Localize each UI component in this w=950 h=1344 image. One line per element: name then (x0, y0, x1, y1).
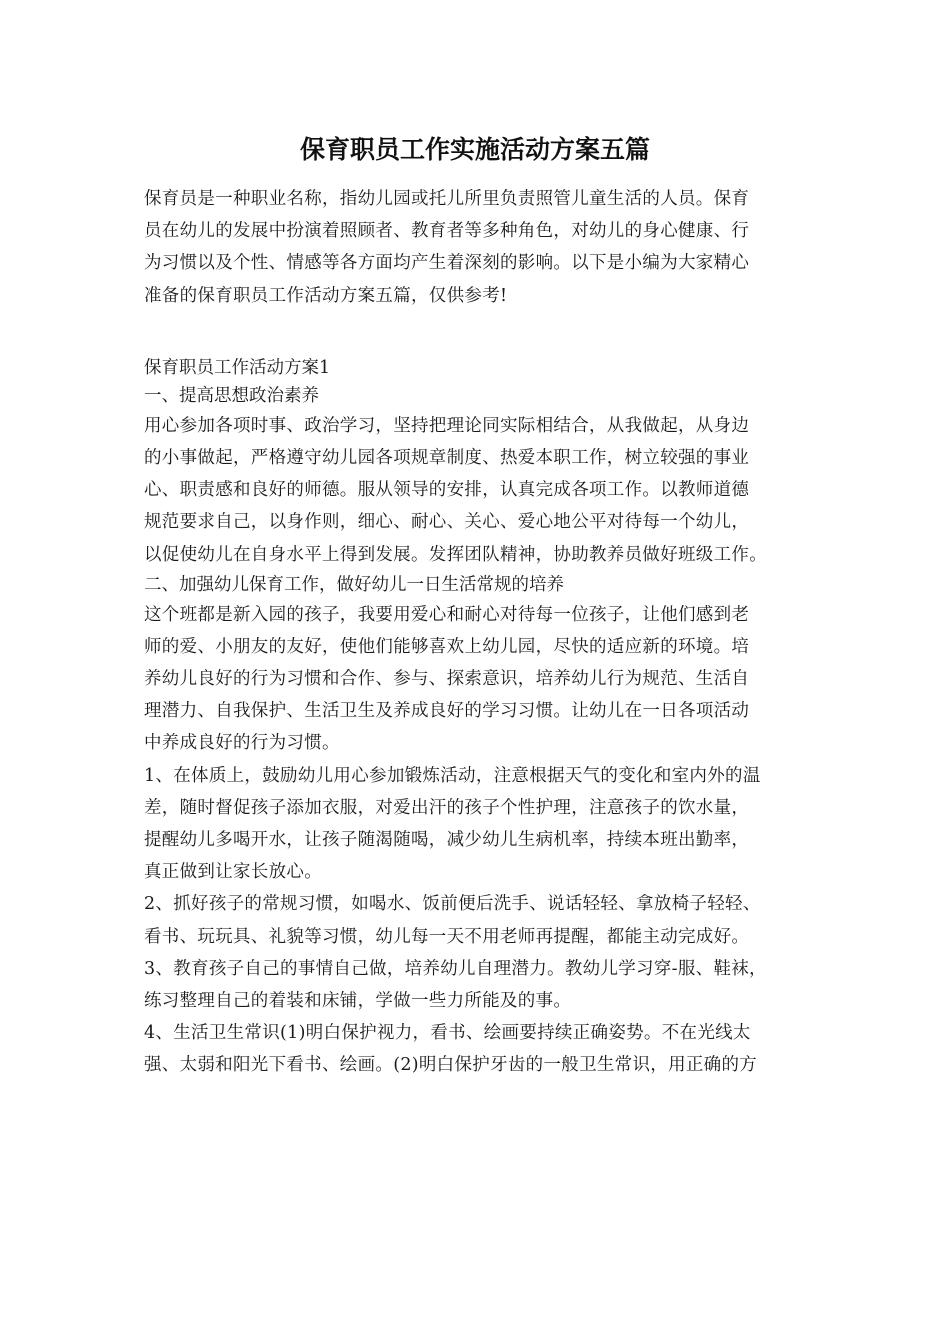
document-body (144, 183, 824, 1082)
paragraph-line: 中养成良好的行为习惯。 (144, 733, 340, 754)
paragraph-line: 心、职责感和良好的师德。服从领导的安排，认真完成各项工作。以教师道德 (144, 480, 750, 501)
paragraph-line: 的小事做起，严格遵守幼儿园各项规章制度、热爱本职工作，树立较强的事业 (144, 447, 750, 468)
paragraph-line: 提醒幼儿多喝开水，让孩子随渴随喝，减少幼儿生病机率，持续本班出勤率， (144, 830, 750, 850)
paragraph-line: 规范要求自己，以身作则，细心、耐心、关心、爱心地公平对待每一个幼儿， (144, 512, 750, 533)
document-title: 保育职员工作实施活动方案五篇 (299, 135, 650, 164)
list-item-1 (144, 760, 824, 889)
subheading-1: 一、提高思想政治素养 (144, 385, 319, 406)
list-item-4 (144, 1017, 824, 1081)
paragraph-line: 养幼儿良好的行为习惯和合作、参与、探索意识，培养幼儿行为规范、生活自 (144, 669, 750, 690)
intro-paragraph (144, 183, 824, 312)
intro-line: 员在幼儿的发展中扮演着照顾者、教育者等多种角色，对幼儿的身心健康、行 (144, 221, 750, 242)
subheading-2: 二、加强幼儿保育工作，做好幼儿一日生活常规的培养 (144, 574, 564, 595)
section-title: 保育职员工作活动方案1 (144, 357, 331, 378)
paragraph-spacer (144, 312, 824, 354)
paragraph-line: 这个班都是新入园的孩子，我要用爱心和耐心对待每一位孩子，让他们感到老 (144, 604, 750, 625)
paragraph-line: 以促使幼儿在自身水平上得到发展。发挥团队精神，协助教养员做好班级工作。 (144, 544, 767, 565)
list-item-2 (144, 888, 824, 952)
paragraph-2 (144, 599, 824, 760)
list-item-3 (144, 953, 824, 1017)
paragraph-line: 差，随时督促孩子添加衣服，对爱出汗的孩子个性护理，注意孩子的饮水量， (144, 797, 750, 818)
paragraph-line: 用心参加各项时事、政治学习，坚持把理论同实际相结合，从我做起，从身边 (144, 415, 750, 436)
paragraph-line: 3、教育孩子自己的事情自己做，培养幼儿自理潜力。教幼儿学习穿-服、鞋袜， (144, 958, 767, 979)
paragraph-1 (144, 410, 824, 571)
paragraph-line: 真正做到让家长放心。 (144, 862, 322, 883)
paragraph-line: 理潜力、自我保护、生活卫生及养成良好的学习习惯。让幼儿在一日各项活动 (144, 701, 750, 722)
paragraph-line: 4、生活卫生常识(1)明白保护视力，看书、绘画要持续正确姿势。不在光线太 (144, 1023, 751, 1044)
paragraph-line: 强、太弱和阳光下看书、绘画。(2)明白保护牙齿的一般卫生常识，用正确的方 (144, 1055, 758, 1076)
intro-line: 为习惯以及个性、情感等各方面均产生着深刻的影响。以下是小编为大家精心 (144, 253, 750, 274)
paragraph-line: 1、在体质上，鼓励幼儿用心参加锻炼活动，注意根据天气的变化和室内外的温 (144, 765, 761, 786)
paragraph-line: 师的爱、小朋友的友好，使他们能够喜欢上幼儿园，尽快的适应新的环境。培 (144, 636, 750, 657)
intro-line: 保育员是一种职业名称，指幼儿园或托儿所里负责照管儿童生活的人员。保育 (144, 189, 750, 209)
paragraph-line: 2、抓好孩子的常规习惯，如喝水、饭前便后洗手、说话轻轻、拿放椅子轻轻、 (144, 894, 761, 915)
intro-line: 准备的保育职员工作活动方案五篇，仅供参考! (144, 285, 508, 306)
paragraph-line: 练习整理自己的着装和床铺，学做一些力所能及的事。 (144, 990, 572, 1011)
paragraph-line: 看书、玩玩具、礼貌等习惯，幼儿每一天不用老师再提醒，都能主动完成好。 (144, 926, 750, 947)
